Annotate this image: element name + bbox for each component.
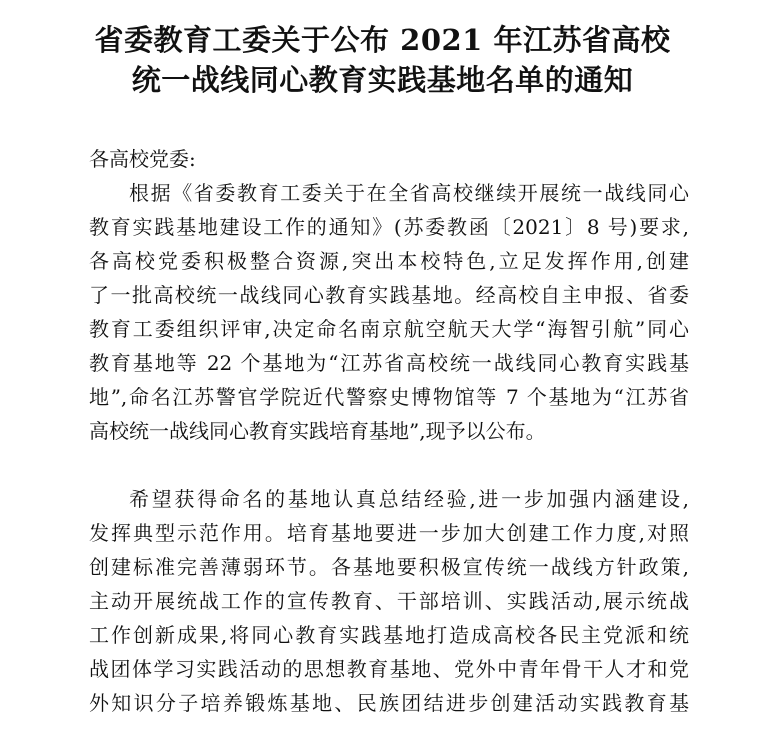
paragraph-line: 外知识分子培养锻炼基地、民族团结进步创建活动实践教育基 bbox=[89, 691, 689, 715]
paragraph-line: 工作创新成果,将同心教育实践基地打造成高校各民主党派和统 bbox=[89, 623, 689, 647]
paragraph-line: 了一批高校统一战线同心教育实践基地。经高校自主申报、省委 bbox=[89, 283, 689, 307]
paragraph-line: 主动开展统战工作的宣传教育、干部培训、实践活动,展示统战 bbox=[89, 589, 689, 613]
paragraph-line: 教育实践基地建设工作的通知》(苏委教函〔2021〕8 号)要求, bbox=[89, 215, 689, 239]
paragraph-line: 战团体学习实践活动的思想教育基地、党外中青年骨干人才和党 bbox=[89, 657, 689, 681]
document-title-line-2: 统一战线同心教育实践基地名单的通知 bbox=[131, 63, 634, 97]
paragraph-line: 各高校党委积极整合资源,突出本校特色,立足发挥作用,创建 bbox=[89, 249, 689, 273]
paragraph-line: 希望获得命名的基地认真总结经验,进一步加强内涵建设, bbox=[129, 487, 689, 511]
paragraph-line: 创建标准完善薄弱环节。各基地要积极宣传统一战线方针政策, bbox=[89, 555, 689, 579]
paragraph-line: 地”,命名江苏警官学院近代警察史博物馆等 7 个基地为“江苏省 bbox=[89, 385, 689, 409]
document-title-line-1: 省委教育工委关于公布 2021 年江苏省高校 bbox=[94, 23, 671, 57]
salutation: 各高校党委: bbox=[89, 147, 196, 171]
paragraph-line: 根据《省委教育工委关于在全省高校继续开展统一战线同心 bbox=[129, 181, 689, 205]
paragraph-line: 教育工委组织评审,决定命名南京航空航天大学“海智引航”同心 bbox=[89, 317, 689, 341]
paragraph-line: 发挥典型示范作用。培育基地要进一步加大创建工作力度,对照 bbox=[89, 521, 689, 545]
paragraph-line: 教育基地等 22 个基地为“江苏省高校统一战线同心教育实践基 bbox=[89, 351, 689, 375]
paragraph-line: 高校统一战线同心教育实践培育基地”,现予以公布。 bbox=[89, 419, 546, 443]
